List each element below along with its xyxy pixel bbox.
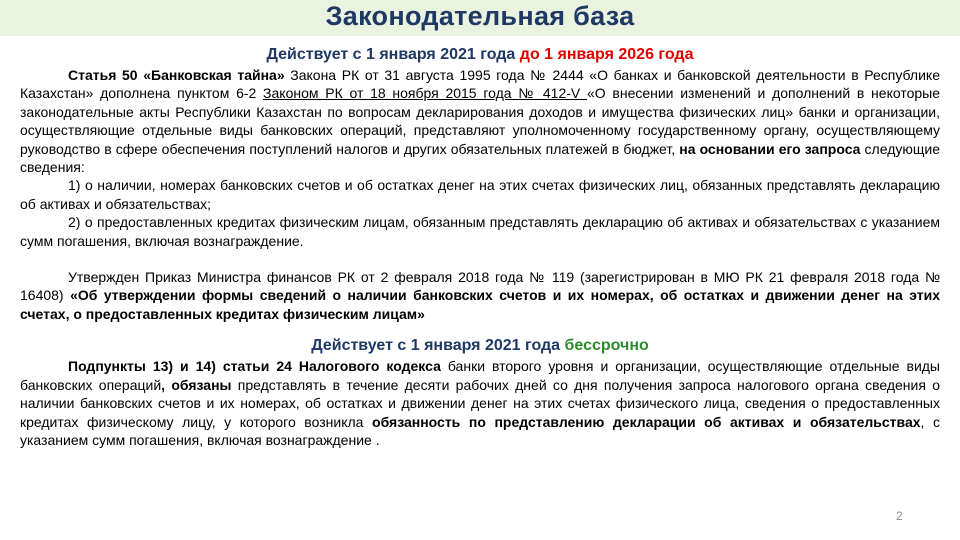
article50-text3: следующие сведения: xyxy=(20,140,940,176)
order-paragraph xyxy=(20,268,940,323)
section1-heading-prefix: Действует с 1 января 2021 года xyxy=(266,46,516,63)
tax-code-declaration-duty: обязанность по представлению декларации об активах и обязательствах xyxy=(372,413,921,430)
article50-title: Статья 50 «Банковская тайна» xyxy=(68,67,285,83)
page-number: 2 xyxy=(896,509,903,523)
order-text: Утвержден Приказ Министра финансов РК от 2 февраля 2018 года № 119 (зарегистрирован в МЮ РК 21 февраля 2018 года № 16408) xyxy=(20,269,940,304)
section1-heading xyxy=(20,44,940,66)
tax-code-obliged: , обязаны xyxy=(161,376,232,393)
section2-heading-term: бессрочно xyxy=(564,337,649,355)
list-item-2: 2) о предоставленных кредитах физическим лицам, обязанным представлять декларацию об активах и обязательствах с указанием сумм погашения, включая вознаграждение. xyxy=(20,214,940,249)
tax-code-text2: представлять в течение десяти рабочих дней со дня получения запроса налогового органа сведения о наличии банковских счетов и их номерах, об остатках и движении денег на этих счетах физического лица, сведения о предоставленных кредитах физическому лицу, у которого возникла xyxy=(20,376,940,430)
section1-heading-until: до 1 января 2026 года xyxy=(519,46,694,63)
tax-code-title: Подпункты 13) и 14) статьи 24 Налогового кодекса xyxy=(68,358,441,375)
article50-paragraph xyxy=(20,66,940,176)
spacer xyxy=(20,250,940,268)
list-item-1: 1) о наличии, номерах банковских счетов и об остатках денег на этих счетах физических лиц, обязанных представлять декларацию об активах и обязательствах; xyxy=(20,177,940,212)
article50-text1: Закона РК от 31 августа 1995 года № 2444 «О банках и банковской деятельности в Республике Казахстан» дополнена пунктом 6-2 xyxy=(20,67,940,102)
tax-code-text1: банки второго уровня и организации, осуществляющие отдельные виды банковских операций xyxy=(20,358,940,393)
article50-text2: «О внесении изменений и дополнений в некоторые законодательные акты Республики Казахстан по вопросам декларирования доходов и имущества физических лиц» банки и организации, осуществляющие отдельные виды банковских операций, представляют уполномоченному государственному органу, осуществляющему руководство в сфере обеспечения поступлений налогов и других обязательных платежей в бюджет, xyxy=(20,85,940,157)
section2-heading-prefix: Действует с 1 января 2021 года xyxy=(311,337,561,355)
section2-heading xyxy=(20,335,940,357)
law-reference-link[interactable]: Законом РК от 18 ноября 2015 года № 412-V xyxy=(263,85,587,102)
tax-code-paragraph xyxy=(20,357,940,449)
slide-content xyxy=(20,44,940,449)
article50-request-basis: на основании его запроса xyxy=(679,140,861,157)
spacer xyxy=(20,323,940,335)
order-title: «Об утверждении формы сведений о наличии банковских счетов и их номерах, об остатках и движении денег на этих счетах, о предоставленных кредитах физическим лицам» xyxy=(20,287,940,322)
title-bar xyxy=(0,0,960,36)
tax-code-text3: , с указанием сумм погашения, включая вознаграждение . xyxy=(20,413,941,448)
slide-title: Законодательная база xyxy=(325,1,635,31)
